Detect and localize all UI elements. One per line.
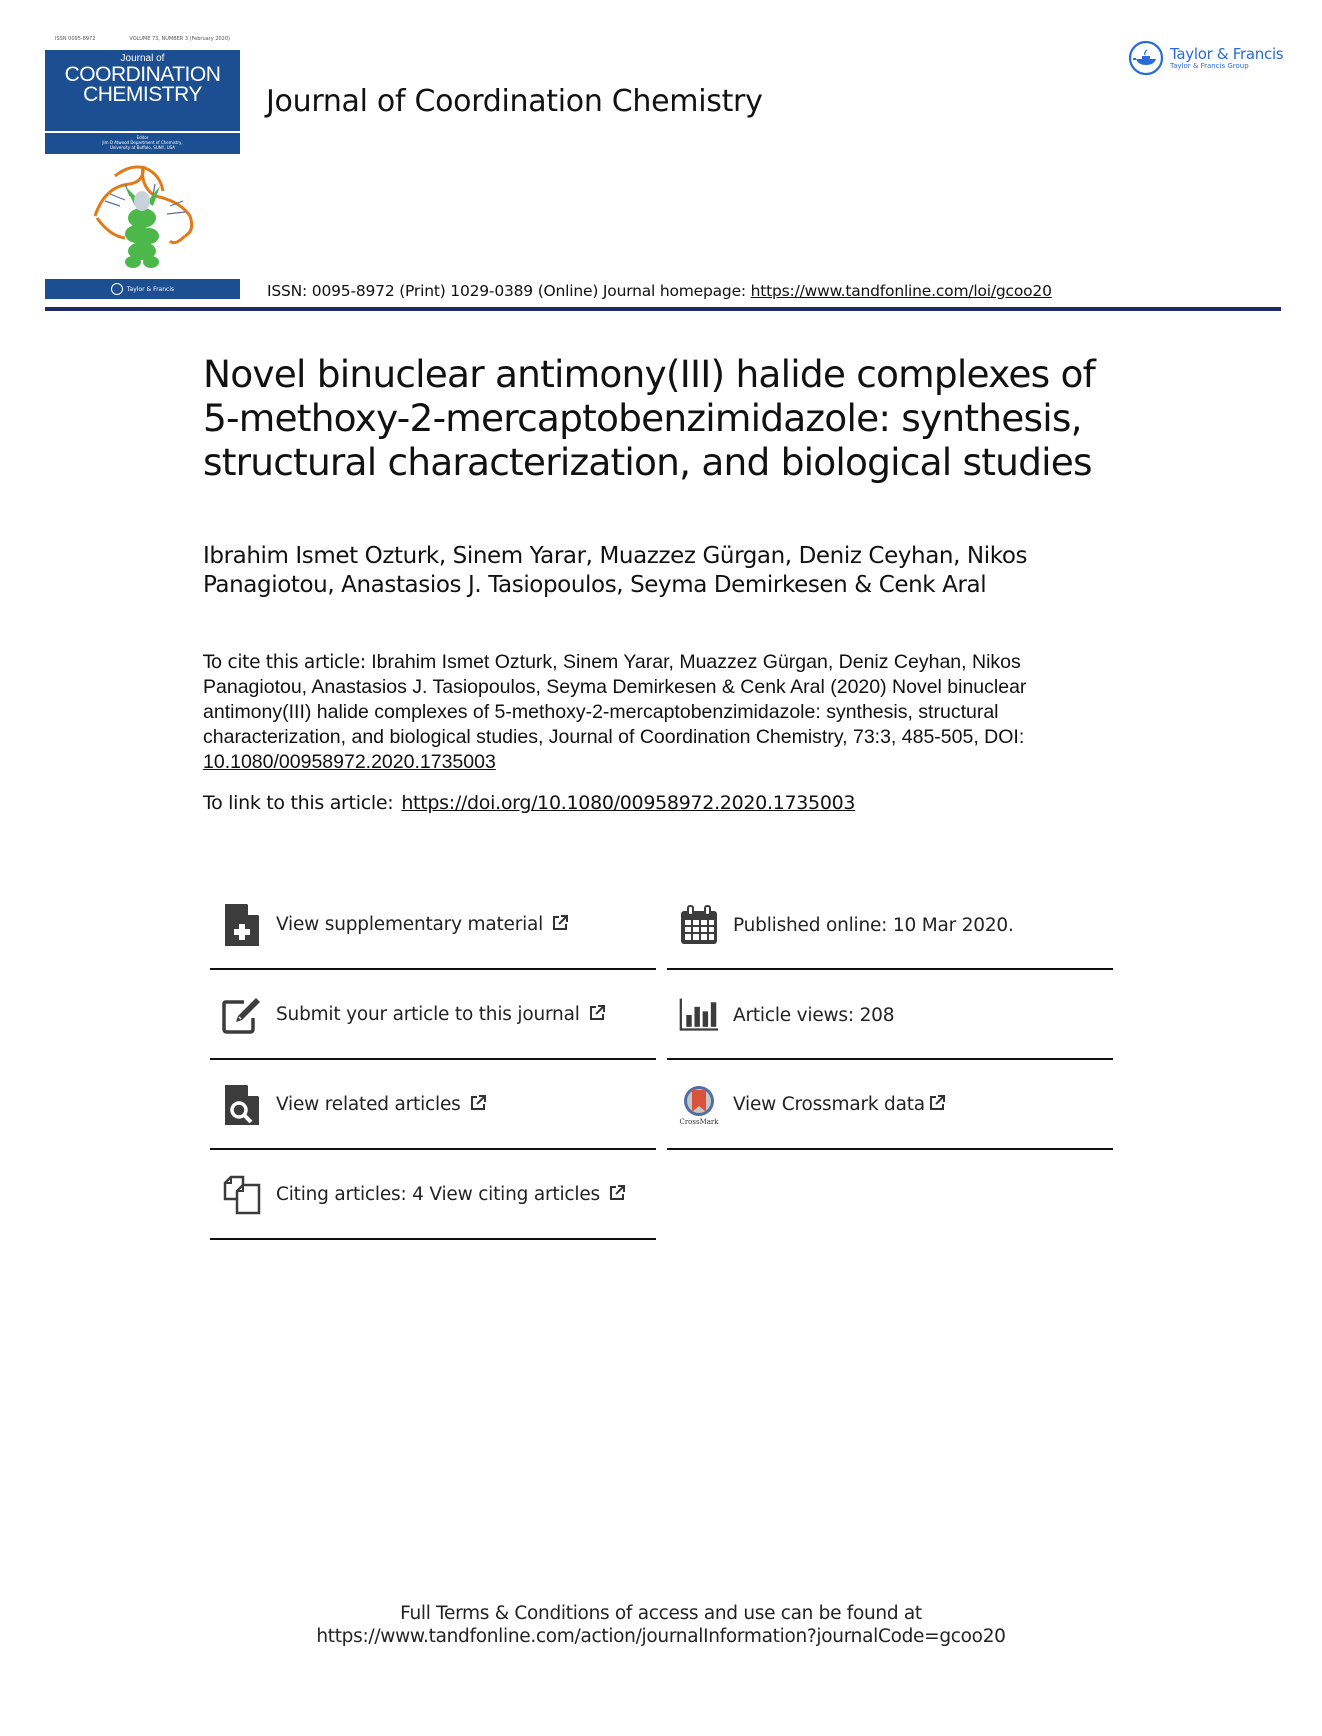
cover-title-block bbox=[45, 50, 240, 131]
external-link-icon bbox=[551, 914, 569, 937]
external-link-icon bbox=[588, 1004, 606, 1027]
journal-homepage-link[interactable]: https://www.tandfonline.com/loi/gcoo20 bbox=[750, 282, 1052, 300]
footer-terms-url[interactable]: https://www.tandfonline.com/action/journalInformation?journalCode=gcoo20 bbox=[316, 1626, 1006, 1647]
publisher-name: Taylor & Francis bbox=[1170, 44, 1284, 63]
cover-publisher-name: Taylor & Francis bbox=[126, 285, 175, 293]
article-authors: Ibrahim Ismet Ozturk, Sinem Yarar, Muazzez Gürgan, Deniz Ceyhan, Nikos Panagiotou, Anastasios J. Tasiopoulos, Seyma Demirkesen & Cenk Aral bbox=[203, 543, 1028, 598]
cover-volume: VOLUME 73, NUMBER 3 (February 2020) bbox=[129, 36, 230, 42]
cover-meta bbox=[45, 36, 240, 48]
article-link-line bbox=[203, 792, 855, 814]
copy-files-icon bbox=[222, 1174, 262, 1216]
external-link-icon bbox=[469, 1094, 487, 1117]
cover-editor-block bbox=[45, 133, 240, 154]
info-label: Article views: 208 bbox=[733, 1004, 895, 1026]
bar-chart-icon bbox=[679, 994, 719, 1036]
view-related-articles-link[interactable] bbox=[210, 1062, 656, 1150]
info-label: Published online: 10 Mar 2020. bbox=[733, 914, 1014, 936]
publisher-group: Taylor & Francis Group bbox=[1170, 61, 1249, 70]
journal-title: Journal of Coordination Chemistry bbox=[266, 84, 763, 119]
cover-publisher-logo-icon bbox=[111, 283, 123, 295]
cite-text: Ibrahim Ismet Ozturk, Sinem Yarar, Muazzez Gürgan, Deniz Ceyhan, Nikos Panagiotou, Anastasios J. Tasiopoulos, Seyma Demirkesen & Cenk Aral (2020) Novel binuclear antimony(III) halide complexes of 5-methoxy-2-mercaptobenzimidazole: synthesis, structural characterization, and biological studies, Journal of Coordination Chemistry, 73:3, 485-505, DOI: bbox=[203, 651, 1027, 748]
cover-coordination: COORDINATION bbox=[64, 63, 221, 86]
info-label: View supplementary material bbox=[276, 913, 544, 935]
lamp-icon bbox=[1128, 40, 1164, 76]
issn-text: ISSN: 0095-8972 (Print) 1029-0389 (Online) Journal homepage: bbox=[267, 282, 751, 300]
info-label: View related articles bbox=[276, 1093, 461, 1115]
journal-cover bbox=[45, 36, 240, 299]
view-supplementary-material-link[interactable] bbox=[210, 882, 656, 970]
link-label: To link to this article: bbox=[203, 792, 394, 814]
publisher-logo[interactable] bbox=[1128, 38, 1288, 78]
edit-icon bbox=[222, 994, 262, 1036]
file-plus-icon bbox=[222, 904, 262, 946]
external-link-icon bbox=[928, 1094, 946, 1117]
article-doi-link[interactable]: https://doi.org/10.1080/00958972.2020.1735003 bbox=[401, 792, 856, 814]
calendar-icon bbox=[679, 904, 719, 946]
protein-dna-illustration bbox=[85, 156, 200, 274]
cover-chemistry: CHEMISTRY bbox=[83, 83, 202, 106]
cover-issn: ISSN 0095-8972 bbox=[55, 36, 96, 42]
crossmark-icon bbox=[679, 1084, 719, 1126]
terms-footer bbox=[0, 1602, 1322, 1648]
submit-article-link[interactable] bbox=[210, 972, 656, 1060]
header-rule bbox=[45, 307, 1281, 311]
info-label: Submit your article to this journal bbox=[276, 1003, 580, 1025]
article-views-info bbox=[667, 972, 1113, 1060]
file-search-icon bbox=[222, 1084, 262, 1126]
cover-editor-name: Jim D Atwood Department of Chemistry, bbox=[102, 140, 183, 145]
cite-label: To cite this article: bbox=[203, 652, 366, 673]
published-online-info bbox=[667, 882, 1113, 970]
citation-block bbox=[203, 650, 1123, 775]
cover-editor-affil: University at Buffalo, SUNY, USA bbox=[109, 145, 176, 150]
info-label: Citing articles: 4 View citing articles bbox=[276, 1183, 600, 1205]
issn-line bbox=[267, 282, 1052, 300]
crossmark-caption: CrossMark bbox=[679, 1118, 719, 1126]
citing-articles-link[interactable] bbox=[210, 1152, 656, 1240]
cite-doi-link[interactable]: 10.1080/00958972.2020.1735003 bbox=[203, 751, 496, 773]
info-label: View Crossmark data bbox=[733, 1093, 925, 1115]
external-link-icon bbox=[608, 1184, 626, 1207]
article-title: Novel binuclear antimony(III) halide complexes of 5-methoxy-2-mercaptobenzimidazole: synthesis, structural characterization, and biological studies bbox=[203, 352, 1096, 484]
cover-editor-label: Editor bbox=[136, 135, 149, 140]
cover-journal-of: Journal of bbox=[120, 53, 165, 64]
view-crossmark-link[interactable] bbox=[667, 1062, 1113, 1150]
footer-line-1: Full Terms & Conditions of access and use can be found at bbox=[400, 1603, 922, 1624]
cover-publisher-bar bbox=[45, 279, 240, 299]
